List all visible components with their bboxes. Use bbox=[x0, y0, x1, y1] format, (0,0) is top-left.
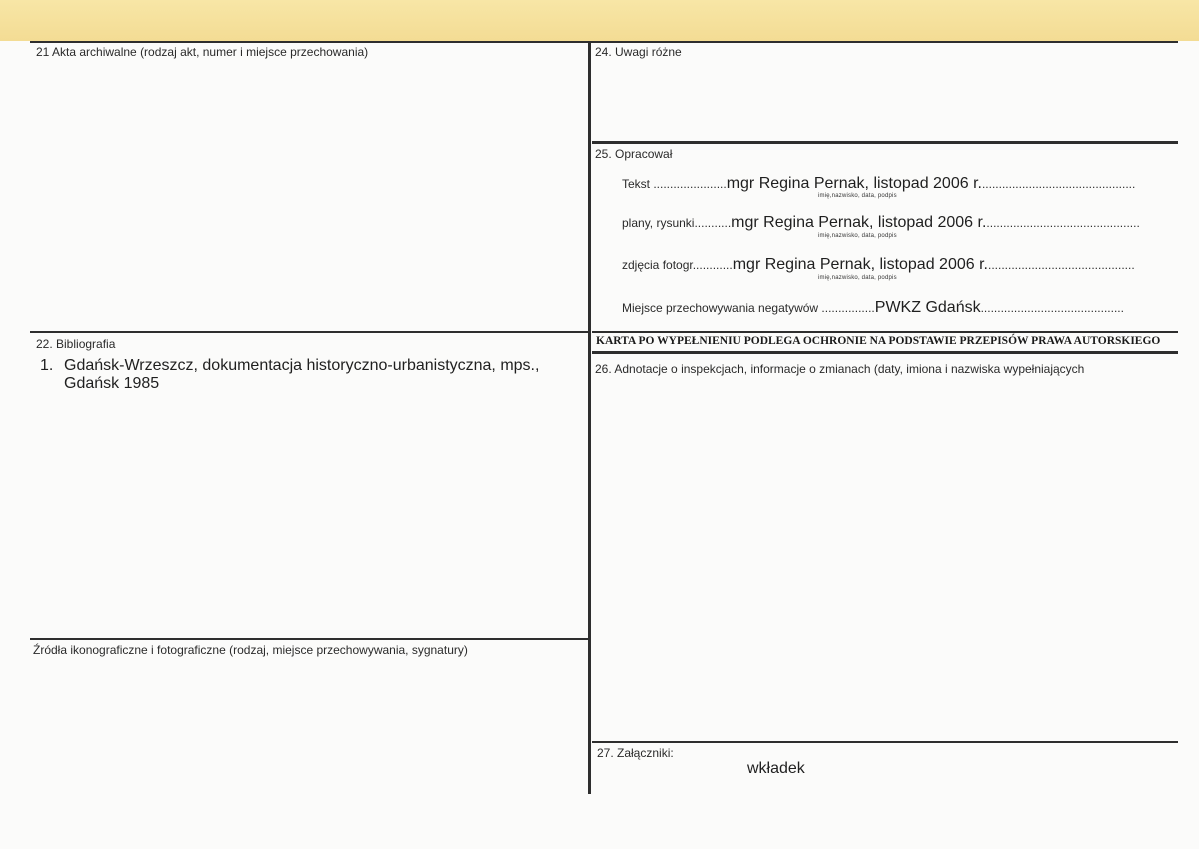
divider-21-22 bbox=[30, 331, 590, 333]
section-22-label: 22. Bibliografia bbox=[36, 337, 116, 351]
bibliography-item-text: Gdańsk-Wrzeszcz, dokumentacja historyczno-urbanistyczna, mps., Gdańsk 1985 bbox=[64, 357, 540, 392]
center-divider bbox=[588, 41, 591, 794]
divider-notice-top bbox=[592, 331, 1178, 333]
section-26-label: 26. Adnotacje o inspekcjach, informacje o zmianach (daty, imiona i nazwiska wypełniających bbox=[595, 362, 1085, 376]
author-row-photos-suffix: ............................................ bbox=[987, 258, 1135, 272]
author-row-text-suffix: .............................................. bbox=[981, 177, 1136, 191]
divider-notice-bottom bbox=[592, 351, 1178, 354]
author-row-drawings-suffix: .............................................. bbox=[986, 216, 1140, 230]
top-color-band bbox=[0, 0, 1199, 42]
author-row-text-value: mgr Regina Pernak, listopad 2006 r. bbox=[726, 175, 982, 192]
record-card bbox=[0, 41, 1199, 849]
author-row-drawings-value: mgr Regina Pernak, listopad 2006 r. bbox=[731, 214, 987, 231]
author-row-drawings-hint: imię,nazwisko, data, podpis bbox=[818, 233, 897, 239]
attachments-value: wkładek bbox=[747, 760, 805, 777]
section-23-label: Źródła ikonograficzne i fotograficzne (rodzaj, miejsce przechowywania, sygnatury) bbox=[33, 643, 468, 657]
copyright-notice: KARTA PO WYPEŁNIENIU PODLEGA OCHRONIE NA PODSTAWIE PRZEPISÓW PRAWA AUTORSKIEGO bbox=[596, 335, 1161, 347]
divider-22-23 bbox=[30, 638, 590, 640]
author-row-text-hint: imię,nazwisko, data, podpis bbox=[818, 193, 897, 199]
author-row-photos-value: mgr Regina Pernak, listopad 2006 r. bbox=[732, 256, 988, 273]
author-row-text-prefix: Tekst ...................... bbox=[622, 177, 727, 191]
negatives-storage-value: PWKZ Gdańsk bbox=[874, 299, 981, 316]
negatives-storage-prefix: Miejsce przechowywania negatywów ................ bbox=[622, 301, 875, 315]
section-24-label: 24. Uwagi różne bbox=[595, 45, 682, 59]
top-border-line bbox=[30, 41, 1178, 43]
section-27-label: 27. Załączniki: bbox=[597, 746, 674, 760]
negatives-storage-suffix: ........................................... bbox=[980, 301, 1124, 315]
negatives-storage-row bbox=[622, 299, 1152, 317]
author-row-drawings bbox=[622, 214, 1152, 232]
section-21-label: 21 Akta archiwalne (rodzaj akt, numer i miejsce przechowania) bbox=[36, 45, 369, 59]
divider-26-27 bbox=[592, 741, 1178, 743]
author-row-text bbox=[622, 175, 1152, 193]
section-25-label: 25. Opracował bbox=[595, 147, 673, 161]
divider-24-25 bbox=[592, 141, 1178, 144]
author-row-photos-prefix: zdjęcia fotogr............ bbox=[622, 258, 733, 272]
author-row-photos-hint: imię,nazwisko, data, podpis bbox=[818, 275, 897, 281]
author-row-photos bbox=[622, 256, 1152, 274]
author-row-drawings-prefix: plany, rysunki........... bbox=[622, 216, 732, 230]
bibliography-item-number: 1. bbox=[40, 357, 54, 374]
